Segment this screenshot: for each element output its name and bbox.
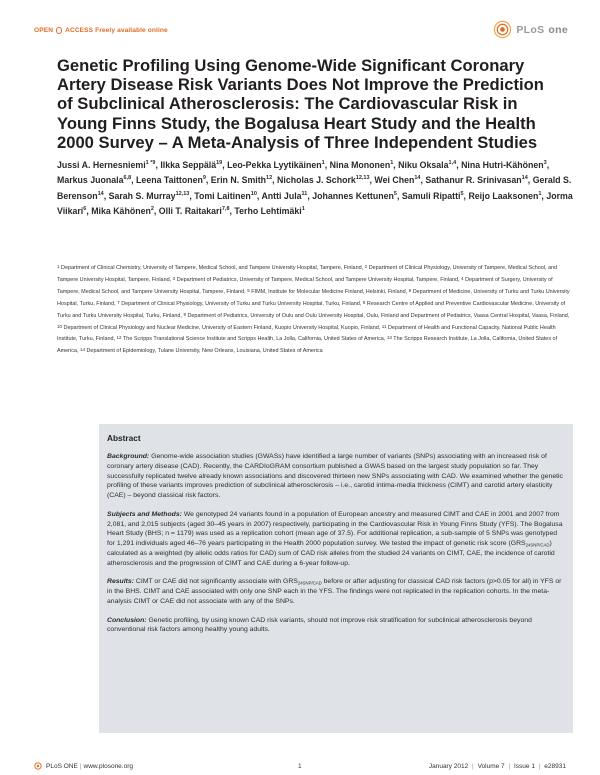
affiliation-text: FIMM, Institute for Molecular Medicine Finland, Helsinki, Finland, — [251, 288, 408, 295]
author-name-text: Nina Mononen — [329, 159, 391, 170]
affiliation-text: Department of Clinical Physiology and Nuclear Medicine, University of Eastern Finland, Kuopio University Hospital, Kuopio, Finland, — [63, 324, 381, 331]
author-affiliation-sup: 1 — [301, 205, 305, 212]
author-affiliation-sup: 5 — [393, 190, 397, 197]
affiliation-text: Department of Pediatrics, University of Tampere, Medical School, and Tampere University Hospital, Tampere, Finland, — [176, 276, 460, 283]
affiliation-number: 6 — [408, 287, 412, 293]
author-name-text: Reijo Laaksonen — [468, 190, 539, 201]
author-affiliation-sup: 11 — [301, 190, 308, 197]
results-subscript: 24SNP/CAD — [297, 580, 322, 586]
footer-date: January 2012 — [428, 762, 469, 770]
affiliation-number: 7 — [117, 299, 120, 305]
methods-label: Subjects and Methods: — [107, 510, 182, 518]
author-name-text: Tomi Laitinen — [194, 190, 251, 201]
author-name-text: Johannes Kettunen — [312, 190, 394, 201]
author-affiliation-sup: 10 — [250, 190, 257, 197]
affiliation-number: 8 — [362, 299, 366, 305]
affiliation-text: Department of Clinical Physiology, University of Turku and Turku University Hospital, Turku, Finland, — [121, 300, 362, 307]
footer-separator: | — [508, 762, 511, 770]
plos-one-logo[interactable] — [493, 20, 568, 39]
affiliation-number: 13 — [386, 335, 392, 341]
footer-page-number: 1 — [298, 762, 302, 770]
abstract-background — [107, 452, 565, 501]
abstract-conclusion — [107, 616, 565, 636]
author-affiliation-sup: 12,13 — [175, 190, 190, 197]
affiliation-text: Research Centre of Applied and Preventive Cardiovascular Medicine, University of Turku and Turku University Hospital, Turku, Finland, — [57, 300, 566, 319]
affiliation-number: 4 — [461, 275, 464, 281]
footer-volume: Volume 7 — [477, 762, 505, 770]
author-name — [136, 175, 206, 185]
affiliation-number: 3 — [172, 275, 176, 281]
conclusion-text: Genetic profiling, by using known CAD risk variants, should not improve risk stratification for subclinical atherosclerosis beyond conventional risk factors among healthy young adults. — [107, 616, 532, 634]
page-footer — [34, 762, 566, 770]
author-affiliation-sup: 1 — [321, 160, 325, 166]
author-name — [211, 175, 272, 185]
affiliation-list — [57, 262, 573, 357]
affiliation-number: 5 — [247, 287, 250, 293]
footer-journal: PLoS ONE — [46, 762, 78, 770]
author-affiliation-sup: 6 — [83, 205, 87, 212]
author-list: Jussi A. Hernesniemi$^{1 *9}$, Ilkka Seppälä$^{19}$, Leo-Pekka Lyytikäinen$^1$, Nina Mononen$^1$, Niku Oksala$^{1,4}$, Nina Hutri-Kähönen$^3$, Markus Juonala$^{6,8}$, Leena Taittonen$^9$, Erin N. Smith$^{12}$, Nicholas J. Schork$^{12,13}$, Wei Chen$^{14}$, Sathanur R. Srinivasan$^{14}$, Gerald S. Berenson$^{14}$, Sarah S. Murray$^{12,13}$, Tomi Laitinen$^{10}$, Antti Jula$^{11}$, Johannes Kettunen$^5$, Samuli Ripatti$^5$, Reijo Laaksonen$^1$, Jorma Viikari$^6$, Mika Kähönen$^2$, Olli T. Raitakari$^{7,8}$, Terho Lehtimäki$^1$ — [57, 159, 573, 216]
author-affiliation-sup: 1,4 — [448, 160, 457, 166]
author-name-text: Leena Taittonen — [136, 175, 203, 186]
author-name — [57, 160, 155, 170]
methods-text-2: ) calculated as a weighted (by allelic odds ratios for CAD) sum of CAD risk alleles from the studied 24 variants on CIMT, CAE, the incidence of carotid atherosclerosis and the progression of CIMT and CAE during a 6-year follow-up. — [107, 540, 555, 567]
author-name — [261, 191, 307, 201]
background-text: Genome-wide association studies (GWASs) have identified a large number of variants (SNPs) associating with an increased risk of coronary artery disease (CAD). Recently, the CARDIoGRAM consortium published a GWAS based on the largest study population so far. They successfully replicated twelve already known associations and discovered thirteen new SNPs associating with CAD. We examined whether the genetic profiling of these variants improves prediction of subclinical atherosclerosis – i.e., carotid intima-media thickness (CIMT) and carotid artery elasticity (CAE) – beyond classical risk factors. — [107, 453, 563, 499]
conclusion-label: Conclusion: — [107, 616, 147, 624]
author-affiliation-sup: 5 — [460, 190, 464, 197]
article-title: Genetic Profiling Using Genome-Wide Significant Coronary Artery Disease Risk Variants Does Not Improve the Prediction of Subclinical Atherosclerosis: The Cardiovascular Risk in Young Finns Study, the Bogalusa Heart Study and the Health 2000 Survey – A Meta-Analysis of Three Independent Studies — [57, 56, 544, 152]
affiliation-text: Department of Surgery, University of Tampere, Medical School, and Tampere University Hospital, Tampere, Finland, — [57, 276, 553, 295]
methods-text-1: We genotyped 24 variants found in a population of European ancestry and measured CIMT and CAE in 2001 and 2007 from 2,081, and 2,015 subjects (aged 30–45 years in 2007) respectively, participating in the Cardiovascular Risk in Young Finns Study (YFS). The Bogalusa Heart Study (BHS; n = 1179) was used as a replication cohort (mean age of 37.5). For additional replication, a sub-sample of 5 SNPs was genotyped for 1,291 individuals aged 46–76 years participating in the Health 2000 population survey. We tested the impact of genetic risk score (GRS — [107, 510, 563, 547]
affiliation-text: Department of Health and Functional Capacity, National Public Health Institute, Turku, Finland, — [57, 324, 556, 343]
affiliation-number: 2 — [364, 264, 368, 269]
footer-separator: | — [79, 762, 82, 770]
open-access-badge — [34, 27, 168, 34]
author-affiliation-sup: 19 — [216, 160, 223, 166]
author-name-text: Niku Oksala — [398, 159, 449, 170]
affiliation-text: Department of Medicine, University of Turku and Turku University Hospital, Turku, Finland, — [57, 288, 570, 307]
author-name-text: Gerald S. Berenson — [57, 175, 572, 201]
author-name-text: Sathanur R. Srinivasan — [425, 175, 522, 186]
author-name-text: Wei Chen — [374, 175, 415, 186]
methods-subscript: 24SNP/CAD — [525, 542, 550, 548]
author-name — [468, 191, 541, 201]
open-lock-icon — [56, 27, 62, 34]
author-name — [277, 175, 369, 185]
author-name — [194, 191, 257, 201]
affiliation-text: Department of Pediatrics, University of Oulu and Oulu University Hospital, Oulu, Finland and Department of Pediatrics, Vaasa Central Hospital, Vaasa, Finland, — [187, 312, 570, 319]
open-access-text: ACCESS Freely available online — [65, 27, 168, 34]
footer-separator: | — [472, 762, 474, 770]
author-name — [227, 160, 325, 170]
plos-small-icon — [34, 762, 42, 770]
author-affiliation-sup: 1 *9 — [145, 160, 156, 166]
affiliation-number: 12 — [116, 335, 122, 341]
footer-separator: | — [538, 762, 541, 770]
author-name — [91, 206, 154, 216]
plos-rings-icon — [493, 20, 512, 39]
author-name — [461, 160, 547, 170]
author-name-text: Terho Lehtimäki — [234, 205, 302, 216]
author-name — [159, 206, 230, 216]
abstract-methods — [107, 510, 565, 569]
author-affiliation-sup: 12 — [266, 175, 273, 182]
author-name — [398, 160, 456, 170]
author-affiliation-sup: 2 — [150, 205, 154, 212]
author-name-text: Nina Hutri-Kähönen — [461, 159, 544, 170]
author-name-text: Nicholas J. Schork — [277, 175, 356, 186]
results-text-2: before or after adjusting for classical CAD risk factors (p>0.05 for all) in YFS or in the BHS. CIMT and CAE associated with only one SNP each in the YFS. The findings were not replicated in the replication cohorts. In the meta-analysis CIMT or CAE did not associate with any of the SNPs. — [107, 578, 562, 605]
author-name-text: Ilkka Seppälä — [160, 159, 217, 170]
footer-site-link[interactable]: www.plosone.org — [83, 762, 133, 770]
results-text-1: CIMT or CAE did not significantly associate with GRS — [135, 578, 298, 586]
abstract-heading: Abstract — [107, 433, 141, 443]
logo-one-text: one — [548, 23, 568, 36]
author-affiliation-sup: 14 — [521, 175, 528, 182]
author-name — [312, 191, 397, 201]
results-label: Results: — [107, 578, 135, 586]
author-affiliation-sup: 1 — [390, 160, 394, 166]
logo-plos-text: PLoS — [516, 23, 545, 36]
footer-citation — [429, 763, 566, 770]
author-name-text: Jorma Viikari — [57, 190, 573, 216]
author-name — [160, 160, 222, 170]
affiliation-number: 10 — [57, 323, 63, 329]
affiliation-text: Department of Clinical Chemistry, University of Tampere, Medical School, and Tampere University Hospital, Tampere, Finland, — [61, 265, 364, 271]
author-name-text: Sarah S. Murray — [108, 190, 176, 201]
footer-issue: Issue 1 — [514, 762, 535, 770]
author-name-text: Markus Juonala — [57, 175, 124, 186]
author-name-text: Samuli Ripatti — [401, 190, 461, 201]
affiliation-number: 14 — [79, 347, 85, 353]
author-name — [234, 206, 304, 216]
author-affiliation-sup: 14 — [97, 190, 104, 197]
author-affiliation-sup: 9 — [202, 175, 206, 182]
open-access-prefix: OPEN — [34, 27, 54, 34]
author-affiliation-sup: 1 — [538, 190, 542, 197]
affiliation-text: Department of Clinical Physiology, University of Tampere, Medical School, and Tampere University Hospital, Tampere, Finland, — [57, 265, 558, 283]
author-affiliation-sup: 7,8 — [221, 205, 230, 212]
author-name-text: Olli T. Raitakari — [158, 205, 222, 216]
author-affiliation-sup: 6,8 — [123, 175, 132, 182]
author-name — [374, 175, 420, 185]
author-name — [109, 191, 190, 201]
author-affiliation-sup: 12,13 — [355, 175, 370, 182]
background-label: Background: — [107, 453, 150, 460]
author-name — [425, 175, 527, 185]
abstract-box — [99, 424, 573, 733]
author-name-text: Leo-Pekka Lyytikäinen — [227, 159, 322, 170]
affiliation-text: The Scripps Research Institute, La Jolla, California, United States of America, — [57, 336, 558, 355]
affiliation-text: Department of Epidemiology, Tulane University, New Orleans, Louisiana, United States of America — [86, 348, 323, 355]
author-affiliation-sup: 14 — [414, 175, 421, 182]
author-name — [57, 175, 131, 185]
author-name-text: Erin N. Smith — [210, 175, 267, 186]
affiliation-text: The Scripps Translational Science Institute and Scripps Health, La Jolla, California, United States of America, — [122, 336, 386, 343]
author-name — [330, 160, 394, 170]
affiliation-number: 11 — [381, 323, 387, 329]
author-affiliation-sup: 3 — [543, 160, 547, 166]
author-name-text: Antti Jula — [261, 190, 302, 201]
abstract-results — [107, 577, 565, 606]
affiliation-number: 1 — [57, 264, 60, 269]
affiliation-number: 9 — [183, 311, 186, 317]
author-name-text: Mika Kähönen — [91, 205, 151, 216]
footer-article-id: e28931 — [544, 762, 566, 770]
author-name — [402, 191, 464, 201]
author-name-text: Jussi A. Hernesniemi — [57, 159, 146, 170]
